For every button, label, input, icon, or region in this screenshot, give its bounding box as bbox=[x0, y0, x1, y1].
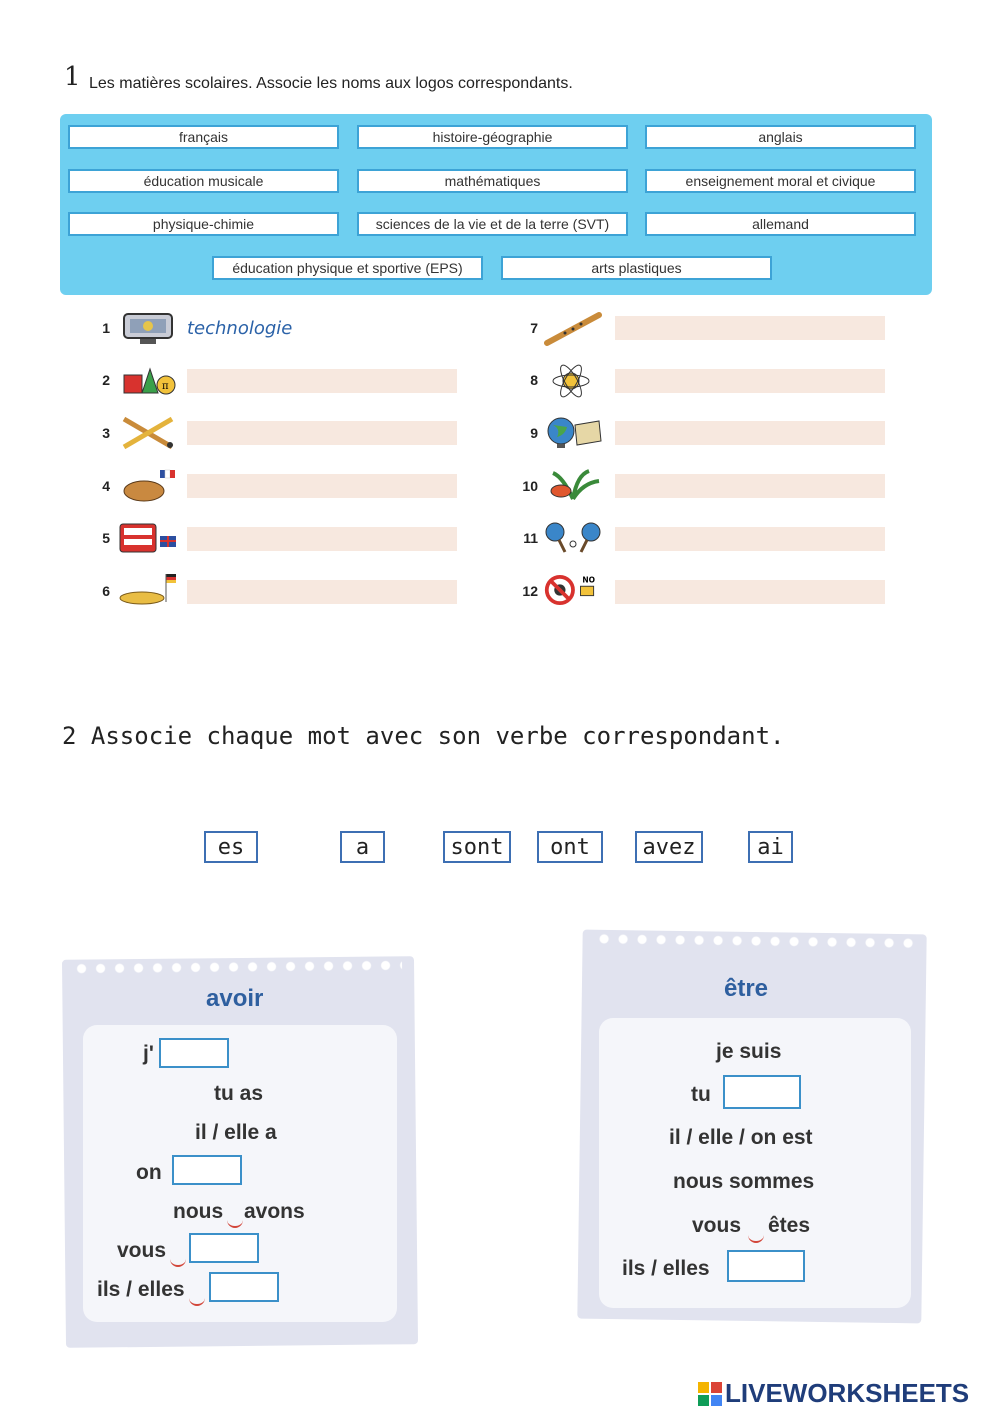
word-chip-physique-chimie[interactable]: physique-chimie bbox=[68, 212, 339, 236]
logo-square bbox=[698, 1382, 709, 1393]
globe-map-icon bbox=[543, 414, 603, 452]
verb-chip-avez[interactable]: avez bbox=[635, 831, 703, 863]
item-number: 12 bbox=[522, 583, 538, 599]
verb-chip-sont[interactable]: sont bbox=[443, 831, 511, 863]
answer-field-4[interactable] bbox=[187, 474, 457, 498]
conj-ils-elles: ils / elles bbox=[97, 1278, 185, 1301]
blank-avoir-vous[interactable] bbox=[189, 1233, 259, 1263]
liveworksheets-logo bbox=[698, 1378, 969, 1409]
item-number: 1 bbox=[102, 320, 110, 336]
answer-field-3[interactable] bbox=[187, 421, 457, 445]
example-answer: technologie bbox=[187, 318, 293, 339]
flute-icon bbox=[543, 310, 603, 348]
word-chip-arts-plastiques[interactable]: arts plastiques bbox=[501, 256, 772, 280]
word-chip-francais[interactable]: français bbox=[68, 125, 339, 149]
london-bus-uk-flag-icon bbox=[118, 519, 178, 557]
blank-avoir-je[interactable] bbox=[159, 1038, 229, 1068]
conj-il-elle-a: il / elle a bbox=[195, 1121, 277, 1144]
word-chip-mathematiques[interactable]: mathématiques bbox=[357, 169, 628, 193]
item-number: 9 bbox=[530, 425, 538, 441]
croissant-french-flag-icon bbox=[118, 466, 178, 504]
item-number: 4 bbox=[102, 478, 110, 494]
blank-avoir-on[interactable] bbox=[172, 1155, 242, 1185]
item-number: 8 bbox=[530, 372, 538, 388]
answer-field-5[interactable] bbox=[187, 527, 457, 551]
conj-vous: vous bbox=[692, 1214, 742, 1237]
svg-text:NO: NO bbox=[582, 575, 596, 585]
answer-field-6[interactable] bbox=[187, 580, 457, 604]
notebook-rings bbox=[595, 932, 917, 950]
geometric-shapes-icon bbox=[118, 362, 178, 400]
logo-square bbox=[711, 1382, 722, 1393]
exercise-1-instruction: Les matières scolaires. Associe les noms aux logos correspondants. bbox=[89, 75, 573, 92]
etre-title: être bbox=[724, 975, 769, 1002]
conj-je-suis: je suis bbox=[716, 1040, 782, 1063]
conj-tu: tu bbox=[691, 1083, 711, 1106]
answer-field-2[interactable] bbox=[187, 369, 457, 393]
word-chip-eps[interactable]: éducation physique et sportive (EPS) bbox=[212, 256, 483, 280]
conj-avons: avons bbox=[244, 1200, 305, 1223]
conj-j: j' bbox=[143, 1042, 154, 1065]
blank-etre-tu[interactable] bbox=[723, 1075, 801, 1109]
liveworksheets-logo-mark bbox=[698, 1382, 722, 1406]
atom-icon bbox=[543, 362, 603, 400]
verb-chip-a[interactable]: a bbox=[340, 831, 385, 863]
answer-field-10[interactable] bbox=[615, 474, 885, 498]
blank-etre-ils[interactable] bbox=[727, 1250, 805, 1282]
verb-chip-ai[interactable]: ai bbox=[748, 831, 793, 863]
blank-avoir-ils[interactable] bbox=[209, 1272, 279, 1302]
computer-icon bbox=[118, 310, 178, 348]
exercise-2-title: 2 Associe chaque mot avec son verbe correspondant. bbox=[62, 722, 785, 750]
item-number: 6 bbox=[102, 583, 110, 599]
notebook-rings bbox=[72, 958, 402, 975]
svg-text:π: π bbox=[162, 381, 169, 392]
exercise-1-number: 1 bbox=[64, 62, 81, 92]
conj-nous-sommes: nous sommes bbox=[673, 1170, 815, 1193]
conj-il-elle-on-est: il / elle / on est bbox=[669, 1126, 813, 1149]
conj-ils-elles: ils / elles bbox=[622, 1257, 710, 1280]
conj-etes: êtes bbox=[768, 1214, 811, 1237]
logo-square bbox=[711, 1395, 722, 1406]
answer-field-11[interactable] bbox=[615, 527, 885, 551]
conj-vous: vous bbox=[117, 1239, 167, 1262]
verb-chip-ont[interactable]: ont bbox=[537, 831, 603, 863]
conj-tu-as: tu as bbox=[214, 1082, 264, 1105]
sausage-german-flag-icon bbox=[118, 571, 178, 609]
no-bullying-icon bbox=[543, 571, 603, 609]
word-chip-enseignement-moral[interactable]: enseignement moral et civique bbox=[645, 169, 916, 193]
word-chip-anglais[interactable]: anglais bbox=[645, 125, 916, 149]
word-chip-allemand[interactable]: allemand bbox=[645, 212, 916, 236]
item-number: 7 bbox=[530, 320, 538, 336]
answer-field-7[interactable] bbox=[615, 316, 885, 340]
conj-on: on bbox=[136, 1161, 162, 1184]
answer-field-12[interactable] bbox=[615, 580, 885, 604]
bird-plant-icon bbox=[543, 466, 603, 504]
liveworksheets-logo-text: LIVEWORKSHEETS bbox=[725, 1378, 970, 1408]
answer-field-9[interactable] bbox=[615, 421, 885, 445]
word-chip-histoire-geographie[interactable]: histoire-géographie bbox=[357, 125, 628, 149]
avoir-title: avoir bbox=[206, 985, 264, 1012]
conj-nous: nous bbox=[173, 1200, 224, 1223]
item-number: 5 bbox=[102, 530, 110, 546]
word-chip-svt[interactable]: sciences de la vie et de la terre (SVT) bbox=[357, 212, 628, 236]
item-number: 2 bbox=[102, 372, 110, 388]
verb-chip-es[interactable]: es bbox=[204, 831, 258, 863]
paintbrush-pencil-icon bbox=[118, 414, 178, 452]
item-number: 10 bbox=[522, 478, 538, 494]
ping-pong-paddles-icon bbox=[543, 519, 603, 557]
item-number: 11 bbox=[523, 530, 538, 546]
item-number: 3 bbox=[102, 425, 110, 441]
word-chip-education-musicale[interactable]: éducation musicale bbox=[68, 169, 339, 193]
logo-square bbox=[698, 1395, 709, 1406]
word-bank bbox=[60, 114, 932, 295]
answer-field-8[interactable] bbox=[615, 369, 885, 393]
